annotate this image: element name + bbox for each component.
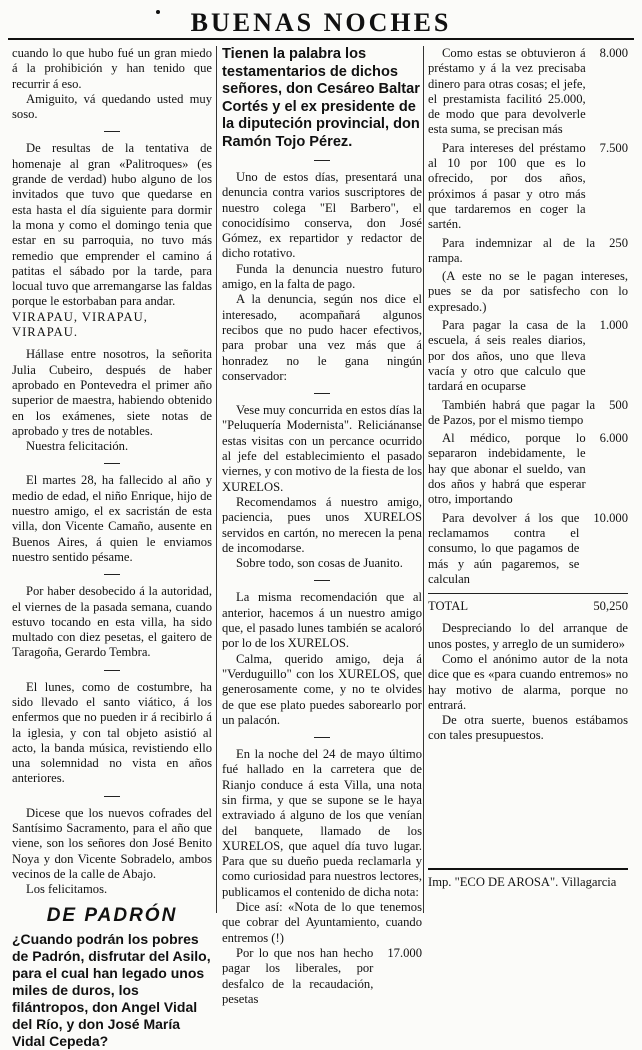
- paragraph: En la noche del 24 de mayo último fué hallado en la carretera que de Rianjo conduce á esta Villa, una nota sin firma, y que se supone se le haya extraviado á alguno de los que venían del banquete, llamado de los XURELOS, que aquel día tuvo lugar. Para que su dueño pueda reclamarla y como curiosidad para nuestros lectores, publicamos el contenido de dicha nota:: [222, 747, 422, 899]
- separator: [104, 131, 120, 132]
- ledger-text: Por lo que nos han hecho pagar los liberales, por desfalco de la recaudación, pesetas: [222, 945, 374, 1006]
- headline: ¿Cuando podrán los pobres de Padrón, disfrutar del Asilo, para el cual han legado unos miles de duros, los filántropos, don Angel Vidal del Río, y don José María Vidal Cepeda?: [12, 930, 211, 1049]
- ledger-text: (A este no se le pagan intereses, pues se da por satisfecho con lo expresado.): [428, 269, 628, 314]
- paragraph: La misma recomendación que al anterior, hacemos á un nuestro amigo que, el pasado lunes también se acaloró por lo de los XURELOS.: [222, 590, 422, 651]
- ledger-item: [428, 269, 628, 315]
- ledger-item: [428, 141, 628, 233]
- ledger-text: Para intereses del préstamo al 10 por 100 que es lo ofrecido, por dos años, próximos á pasar y otro más que tardaremos en coger la sartén.: [428, 140, 586, 232]
- total-label: TOTAL: [428, 599, 469, 614]
- section-title: DE PADRÓN: [46, 904, 178, 926]
- paragraph: Vese muy concurrida en estos días la "Peluquería Modernista". Reliciánanse estas visitas con un percance ocurrido al jefe del establecimiento el pasado viernes, y con motivo de la fiesta de los XURELOS.: [222, 403, 422, 494]
- masthead-rule: [8, 38, 634, 40]
- ledger-text: Para devolver á los que reclamamos contra el consumo, lo que pagamos de más y aún pagaremos, se calculan: [428, 510, 580, 586]
- separator: [314, 580, 330, 581]
- paragraph: Como el anónimo autor de la nota dice que es «para cuando entremos» no hay motivo de alarma, porque no entrará.: [428, 651, 628, 712]
- paragraph: A la denuncia, según nos dice el interesado, acompañará algunos recibos que no pudo hacer efectivos, para probar una vez más que á honradez no le gana ningún conservador:: [222, 292, 422, 383]
- ledger-list: [428, 46, 628, 587]
- paragraph: Dice así: «Nota de lo que tenemos que cobrar del Ayuntamiento, cuando entremos (!): [222, 900, 422, 945]
- separator: [314, 737, 330, 738]
- paragraph: El lunes, como de costumbre, ha sido llevado el santo viático, á los enfermos que no pueden ir á recibirlo á la iglesia, y con tal objeto asistió al acto, la banda música, revistiendo ello una solemnidad no vista en años anteriores.: [12, 679, 212, 786]
- separator: [314, 393, 330, 394]
- total-amount: 50,250: [593, 599, 628, 614]
- separator: [314, 160, 330, 161]
- imprint-text: Imp. "ECO DE AROSA". Villagarcia: [428, 875, 617, 889]
- ledger-text: Al médico, porque lo separaron indebidamente, le hay que abonar el sueldo, van dos años y habrá que esperar otro, importando: [428, 431, 586, 507]
- ledger-amount: 17.000: [387, 945, 422, 960]
- column-right: [428, 46, 628, 744]
- paragraph: Hállase entre nosotros, la señorita Julia Cubeiro, después de haber aprobado en Pontevedra el primer año superior de maestra, habiendo obtenido en los exámenes, siete notas de aprobado y tres de notables.: [12, 347, 212, 438]
- ledger-amount: 500: [609, 397, 628, 412]
- imprint-footer: [428, 868, 628, 890]
- paragraph: Recomendamos á nuestro amigo, paciencia, pues unos XURELOS servidos en cartón, no merecen la pena de incomodarse.: [222, 494, 422, 555]
- paragraph: Por haber desobecido á la autoridad, el viernes de la pasada semana, cuando estuvo tocando en esta villa, ha sido multado con diez pesetas, el gaitero de Taragoña, Gerardo Tembra.: [12, 584, 212, 660]
- separator: [104, 463, 120, 464]
- ledger-amount: 10.000: [593, 510, 628, 525]
- paragraph: cuando lo que hubo fué un gran miedo á la prohibición y han tenido que recurrir á eso.: [12, 46, 212, 91]
- newspaper-title: BUENAS NOCHES: [190, 8, 452, 37]
- ledger-item: [428, 236, 628, 267]
- ledger-text: Para pagar la casa de la escuela, á seis reales diarios, por dos años, uno que lleva vacía y otro que calculo que tardará en ocuparse: [428, 318, 586, 394]
- paragraph: VIRAPAU, VIRAPAU, VIRAPAU.: [12, 309, 148, 340]
- separator: [104, 574, 120, 575]
- paragraph: Uno de estos días, presentará una denuncia contra varios suscriptores de nuestro colega "El Barbero", el conocidísimo conserva, don José Gómez, ex repartidor y redactor de dicho rotativo.: [222, 170, 422, 261]
- paragraph: Dicese que los nuevos cofrades del Santísimo Sacramento, para el año que viene, son los señores don José Benito Noya y don Vicente Sobradelo, ambos vecinos de la calle de Abajo.: [12, 805, 212, 881]
- paragraph: Amiguito, vá quedando usted muy soso.: [12, 91, 212, 122]
- total-row: [428, 593, 628, 614]
- paragraph: De otra suerte, buenos estábamos con tales presupuestos.: [428, 713, 628, 743]
- paragraph: Sobre todo, son cosas de Juanito.: [236, 556, 403, 571]
- column-left: [12, 46, 212, 1050]
- paragraph: Nuestra felicitación.: [26, 439, 129, 454]
- column-middle: [222, 46, 422, 1007]
- paragraph: El martes 28, ha fallecido al año y medio de edad, el niño Enrique, hijo de nuestro amigo, el ex sacristán de esta villa, don Vicente Camaño, ausente en Buenos Aires, á quien le enviamos nuestro sentido pésame.: [12, 473, 212, 564]
- ledger-item: [428, 318, 628, 394]
- column-divider: [216, 46, 217, 913]
- ledger-item: [428, 398, 628, 429]
- ledger-item: [428, 46, 628, 138]
- ledger-amount: 7.500: [599, 140, 628, 155]
- ledger-amount: 6.000: [599, 431, 628, 446]
- ledger-item: [428, 511, 628, 587]
- ledger-amount: 8.000: [599, 46, 628, 60]
- separator: [104, 670, 120, 671]
- ledger-text: Para indemnizar al de la rampa.: [428, 235, 596, 265]
- masthead: [0, 0, 642, 40]
- headline: Tienen la palabra los testamentarios de dichos señores, don Cesáreo Baltar Cortés y el ex presidente de la diputeción provincial, don Ramón Tojo Pérez.: [222, 46, 420, 150]
- paragraph: Los felicitamos.: [26, 882, 108, 897]
- ledger-amount: 250: [609, 235, 628, 250]
- ledger-line: [222, 946, 422, 1007]
- ledger-amount: 1.000: [599, 318, 628, 333]
- ledger-item: [428, 431, 628, 507]
- separator: [104, 796, 120, 797]
- ledger-text: Como estas se obtuvieron á préstamo y á la vez precisaba dinero para otras cosas; el jefe, el prestamista facilitó 25.000, de modo que para devolverle esta suma, se precisan más: [428, 46, 586, 137]
- paragraph: Funda la denuncia nuestro futuro amigo, en la falta de pago.: [222, 261, 422, 292]
- column-divider: [423, 46, 424, 913]
- ledger-text: También habrá que pagar la de Pazos, por el mismo tiempo: [428, 397, 596, 427]
- paragraph: De resultas de la tentativa de homenaje al gran «Palitroques» (es grande de verdad) hubo alguno de los invitados que tuvo que quedarse en esta hasta el día siguiente para dormir la mona y como el domingo tenia que estar en su parroquia, no tuvo más remedio que emprender el camino á patitas el sábado por la tarde, para locual tuvo que arremangarse las faldas porque le estorbaban para andar.: [12, 141, 212, 309]
- paragraph: Calma, querido amigo, deja á "Verduguillo" con los XURELOS, que generosamente come, y no te olvides de que ese plato puedes saborearlo por un palacón.: [222, 651, 422, 727]
- paragraph: Despreciando lo del arranque de unos postes, y arreglo de un sumidero»: [428, 621, 628, 651]
